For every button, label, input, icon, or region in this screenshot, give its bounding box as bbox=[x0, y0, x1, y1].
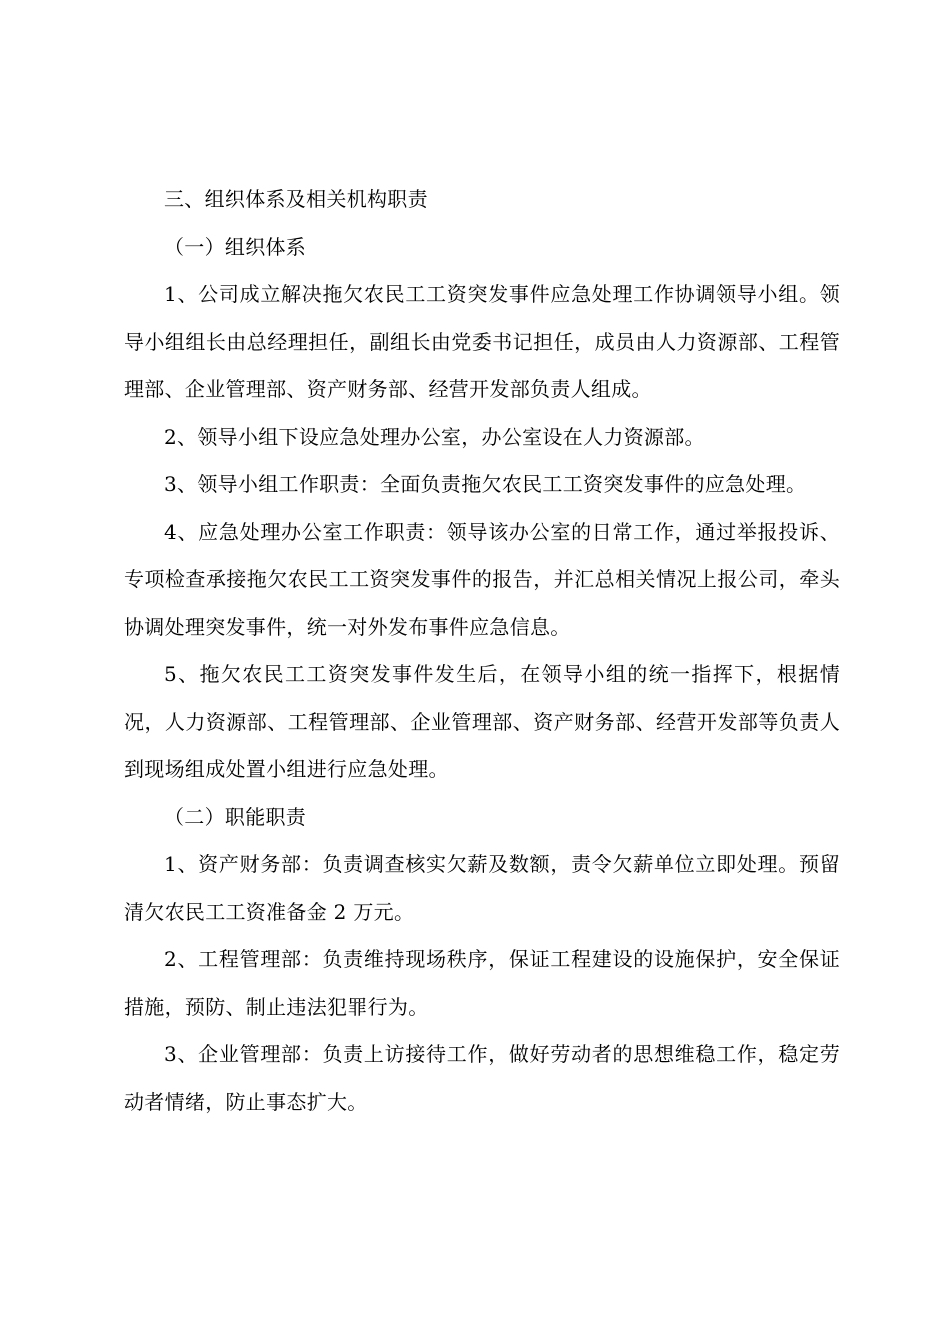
paragraph: 5、拖欠农民工工资突发事件发生后，在领导小组的统一指挥下，根据情况，人力资源部、工程管理部、企业管理部、资产财务部、经营开发部等负责人到现场组成处置小组进行应急处理。 bbox=[124, 662, 840, 781]
paragraph: 3、企业管理部：负责上访接待工作，做好劳动者的思想维稳工作，稳定劳动者情绪，防止事态扩大。 bbox=[124, 1042, 840, 1114]
section-heading: 三、组织体系及相关机构职责 bbox=[164, 187, 428, 211]
paragraph: 2、工程管理部：负责维持现场秩序，保证工程建设的设施保护，安全保证措施，预防、制止违法犯罪行为。 bbox=[124, 947, 840, 1019]
document-body bbox=[124, 176, 840, 1126]
paragraph: 4、应急处理办公室工作职责：领导该办公室的日常工作，通过举报投诉、专项检查承接拖欠农民工工资突发事件的报告，并汇总相关情况上报公司，牵头协调处理突发事件，统一对外发布事件应急信息。 bbox=[124, 519, 840, 639]
subsection-heading: （一）组织体系 bbox=[164, 234, 307, 259]
paragraph: 2、领导小组下设应急处理办公室，办公室设在人力资源部。 bbox=[164, 424, 705, 449]
paragraph: 3、领导小组工作职责：全面负责拖欠农民工工资突发事件的应急处理。 bbox=[164, 472, 807, 496]
paragraph: 1、资产财务部：负责调查核实欠薪及数额，责令欠薪单位立即处理。预留清欠农民工工资准备金 2 万元。 bbox=[124, 852, 840, 924]
subsection-heading: （二）职能职责 bbox=[164, 804, 307, 829]
paragraph: 1、公司成立解决拖欠农民工工资突发事件应急处理工作协调领导小组。领导小组组长由总经理担任，副组长由党委书记担任，成员由人力资源部、工程管理部、企业管理部、资产财务部、经营开发部负责人组成。 bbox=[124, 282, 840, 401]
